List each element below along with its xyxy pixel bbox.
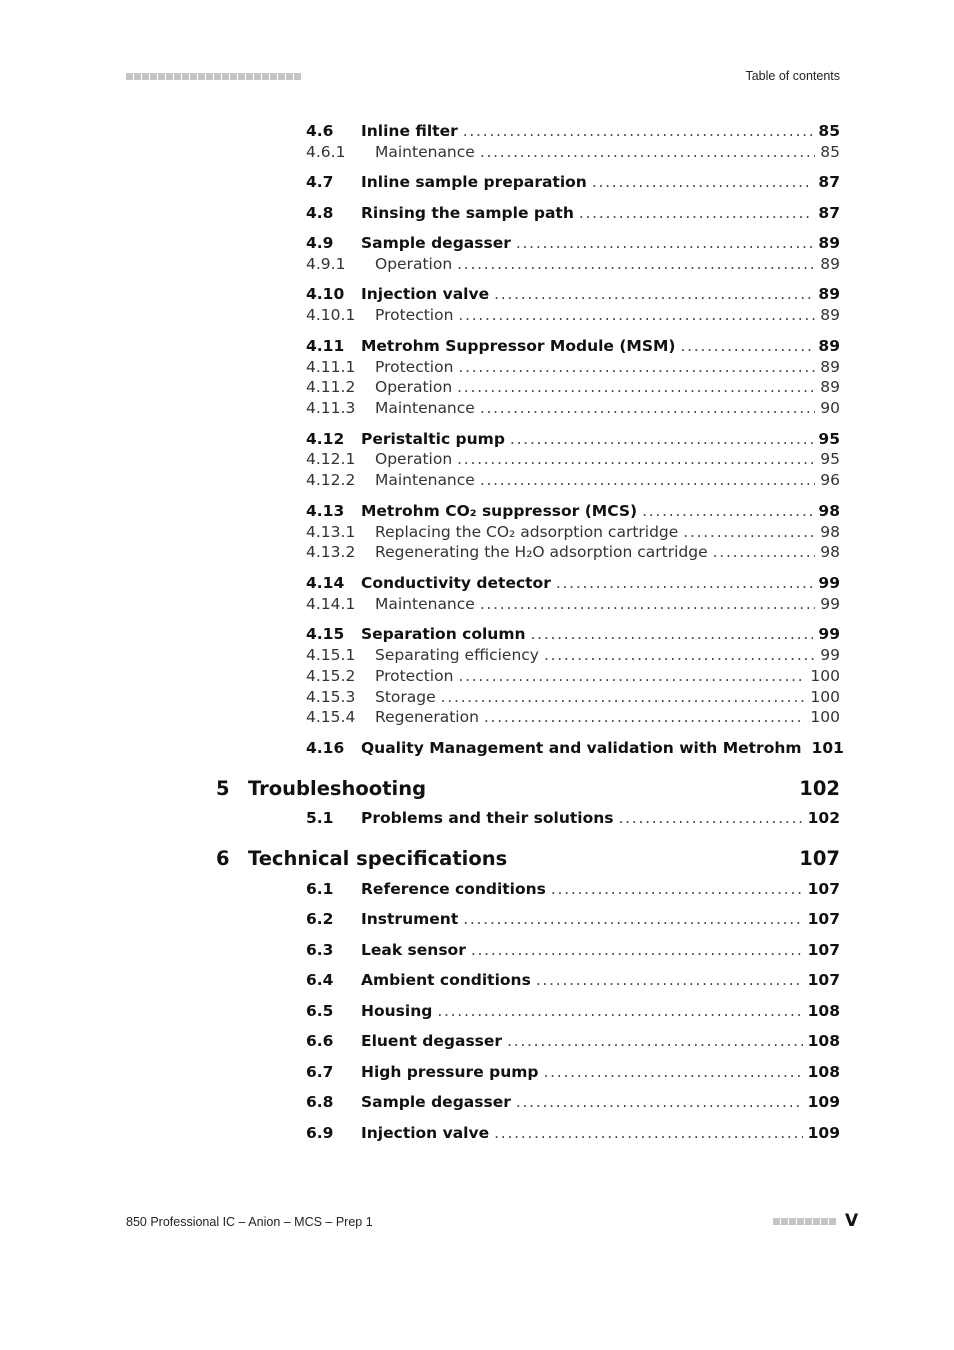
leader-dots (494, 285, 813, 303)
entry-page: 100 (810, 688, 840, 706)
entry-title: Operation (375, 450, 453, 468)
entry-page: 109 (807, 1093, 840, 1111)
entry-page: 107 (807, 971, 840, 989)
entry-title: Operation (375, 378, 453, 396)
entry-number: 4.11.1 (306, 358, 356, 376)
toc-subsection[interactable] (306, 646, 840, 666)
leader-dots (494, 1124, 803, 1142)
leader-dots (683, 523, 815, 541)
entry-number: 4.13.1 (306, 523, 356, 541)
toc-section[interactable] (306, 910, 840, 930)
decoration-square (126, 73, 133, 80)
leader-dots (480, 595, 815, 613)
entry-title: Maintenance (375, 471, 475, 489)
toc-subsection[interactable] (306, 688, 840, 708)
toc-subsection[interactable] (306, 667, 840, 687)
decoration-square (166, 73, 173, 80)
entry-page: 96 (820, 471, 840, 489)
entry-number: 4.15.4 (306, 708, 356, 726)
leader-dots (458, 667, 805, 685)
entry-number: 4.6 (306, 122, 334, 140)
entry-title: Protection (375, 358, 454, 376)
toc-section[interactable] (306, 880, 840, 900)
decoration-square (797, 1218, 804, 1225)
chapter-page: 107 (799, 847, 840, 870)
decoration-square (150, 73, 157, 80)
toc-subsection[interactable] (306, 450, 840, 470)
entry-title: Leak sensor (361, 941, 466, 959)
entry-title: Maintenance (375, 399, 475, 417)
leader-dots (458, 358, 815, 376)
entry-page: 107 (807, 910, 840, 928)
entry-number: 6.2 (306, 910, 334, 928)
entry-title: Metrohm Suppressor Module (MSM) (361, 337, 676, 355)
entry-number: 4.12.1 (306, 450, 356, 468)
entry-page: 95 (820, 450, 840, 468)
toc-section[interactable] (306, 574, 840, 594)
entry-number: 4.11.3 (306, 399, 356, 417)
leader-dots (457, 378, 815, 396)
decoration-square (262, 73, 269, 80)
entry-title: Regenerating the H₂O adsorption cartridge (375, 543, 708, 561)
page-number: V (845, 1211, 859, 1231)
toc-subsection[interactable] (306, 306, 840, 326)
entry-page: 98 (820, 523, 840, 541)
leader-dots (441, 688, 806, 706)
entry-page: 87 (818, 173, 840, 191)
leader-dots (437, 1002, 802, 1020)
entry-page: 99 (818, 625, 840, 643)
decoration-square (294, 73, 301, 80)
entry-number: 4.12.2 (306, 471, 356, 489)
entry-page: 95 (818, 430, 840, 448)
chapter-number: 5 (216, 777, 230, 800)
entry-number: 4.14.1 (306, 595, 356, 613)
entry-number: 6.4 (306, 971, 334, 989)
entry-number: 4.9.1 (306, 255, 346, 273)
leader-dots (480, 471, 815, 489)
toc-chapter[interactable] (216, 847, 840, 873)
entry-title: Ambient conditions (361, 971, 531, 989)
toc-subsection[interactable] (306, 143, 840, 163)
entry-page: 100 (810, 667, 840, 685)
entry-title: Metrohm CO₂ suppressor (MCS) (361, 502, 638, 520)
header-decoration (126, 73, 301, 80)
entry-title: Quality Management and validation with Metrohm (361, 739, 802, 757)
leader-dots (681, 337, 814, 355)
decoration-square (190, 73, 197, 80)
toc-chapter[interactable] (216, 777, 840, 803)
entry-title: Operation (375, 255, 453, 273)
leader-dots (480, 143, 815, 161)
decoration-square (182, 73, 189, 80)
decoration-square (206, 73, 213, 80)
leader-dots (536, 971, 803, 989)
entry-page: 109 (807, 1124, 840, 1142)
decoration-square (142, 73, 149, 80)
entry-page: 98 (818, 502, 840, 520)
toc-subsection[interactable] (306, 255, 840, 275)
toc-section[interactable] (306, 234, 840, 254)
entry-number: 6.1 (306, 880, 334, 898)
entry-page: 85 (818, 122, 840, 140)
toc-subsection[interactable] (306, 595, 840, 615)
entry-number: 4.14 (306, 574, 345, 592)
entry-number: 4.13.2 (306, 543, 356, 561)
toc-subsection[interactable] (306, 543, 840, 563)
entry-number: 6.8 (306, 1093, 334, 1111)
leader-dots (471, 941, 803, 959)
leader-dots (713, 543, 816, 561)
leader-dots (543, 1063, 802, 1081)
chapter-page: 102 (799, 777, 840, 800)
entry-number: 4.15.1 (306, 646, 356, 664)
entry-number: 4.7 (306, 173, 334, 191)
decoration-square (270, 73, 277, 80)
entry-page: 89 (820, 378, 840, 396)
entry-number: 4.16 (306, 739, 345, 757)
entry-page: 100 (810, 708, 840, 726)
entry-number: 4.13 (306, 502, 345, 520)
toc-section[interactable] (306, 971, 840, 991)
entry-title: Separation column (361, 625, 526, 643)
decoration-square (174, 73, 181, 80)
running-header-title: Table of contents (745, 69, 840, 83)
toc-section[interactable] (306, 1124, 840, 1144)
leader-dots (463, 910, 802, 928)
decoration-square (254, 73, 261, 80)
decoration-square (198, 73, 205, 80)
chapter-number: 6 (216, 847, 230, 870)
entry-title: Injection valve (361, 1124, 490, 1142)
toc-section[interactable] (306, 941, 840, 961)
decoration-square (134, 73, 141, 80)
leader-dots (484, 708, 806, 726)
footer-document-title: 850 Professional IC – Anion – MCS – Prep 1 (126, 1215, 373, 1229)
entry-title: Sample degasser (361, 234, 511, 252)
decoration-square (238, 73, 245, 80)
leader-dots (556, 574, 814, 592)
entry-number: 4.11 (306, 337, 345, 355)
entry-title: Instrument (361, 910, 459, 928)
toc-section[interactable] (306, 173, 840, 193)
entry-title: Maintenance (375, 595, 475, 613)
toc-section[interactable] (306, 1002, 840, 1022)
toc-section[interactable] (306, 625, 840, 645)
entry-title: Conductivity detector (361, 574, 551, 592)
entry-page: 85 (820, 143, 840, 161)
toc-section[interactable] (306, 1032, 840, 1052)
toc-section[interactable] (306, 337, 840, 357)
entry-number: 6.3 (306, 941, 334, 959)
toc-section[interactable] (306, 739, 844, 759)
entry-page: 99 (818, 574, 840, 592)
entry-number: 4.11.2 (306, 378, 356, 396)
entry-title: Regeneration (375, 708, 479, 726)
entry-title: Problems and their solutions (361, 809, 614, 827)
leader-dots (579, 204, 814, 222)
toc-subsection[interactable] (306, 523, 840, 543)
decoration-square (278, 73, 285, 80)
entry-title: Separating efficiency (375, 646, 539, 664)
leader-dots (516, 1093, 803, 1111)
toc-section[interactable] (306, 430, 840, 450)
entry-page: 89 (818, 285, 840, 303)
entry-number: 4.10.1 (306, 306, 356, 324)
leader-dots (510, 430, 814, 448)
entry-page: 101 (811, 739, 844, 757)
entry-page: 89 (820, 306, 840, 324)
entry-number: 4.15 (306, 625, 345, 643)
entry-title: Inline sample preparation (361, 173, 587, 191)
entry-title: Reference conditions (361, 880, 546, 898)
entry-page: 89 (820, 358, 840, 376)
leader-dots (457, 255, 815, 273)
entry-title: High pressure pump (361, 1063, 539, 1081)
entry-page: 98 (820, 543, 840, 561)
decoration-square (773, 1218, 780, 1225)
entry-title: Storage (375, 688, 436, 706)
toc-subsection[interactable] (306, 399, 840, 419)
leader-dots (516, 234, 814, 252)
toc-subsection[interactable] (306, 378, 840, 398)
footer-decoration (773, 1218, 836, 1225)
toc-subsection[interactable] (306, 471, 840, 491)
decoration-square (214, 73, 221, 80)
leader-dots (463, 122, 814, 140)
entry-number: 4.12 (306, 430, 345, 448)
toc-section[interactable] (306, 122, 840, 142)
leader-dots (531, 625, 814, 643)
leader-dots (642, 502, 813, 520)
entry-page: 99 (820, 646, 840, 664)
decoration-square (789, 1218, 796, 1225)
decoration-square (230, 73, 237, 80)
decoration-square (821, 1218, 828, 1225)
entry-title: Maintenance (375, 143, 475, 161)
entry-page: 107 (807, 941, 840, 959)
entry-title: Rinsing the sample path (361, 204, 574, 222)
entry-number: 4.9 (306, 234, 334, 252)
entry-page: 89 (820, 255, 840, 273)
decoration-square (781, 1218, 788, 1225)
toc-section[interactable] (306, 809, 840, 829)
toc-section[interactable] (306, 502, 840, 522)
entry-number: 6.9 (306, 1124, 334, 1142)
entry-title: Sample degasser (361, 1093, 511, 1111)
entry-title: Replacing the CO₂ adsorption cartridge (375, 523, 679, 541)
decoration-square (222, 73, 229, 80)
decoration-square (813, 1218, 820, 1225)
entry-number: 5.1 (306, 809, 334, 827)
chapter-title: Troubleshooting (248, 777, 427, 800)
toc-section[interactable] (306, 1093, 840, 1113)
entry-page: 99 (820, 595, 840, 613)
leader-dots (458, 306, 815, 324)
decoration-square (246, 73, 253, 80)
chapter-title: Technical specifications (248, 847, 508, 870)
toc-subsection[interactable] (306, 708, 840, 728)
entry-number: 4.10 (306, 285, 345, 303)
entry-number: 4.8 (306, 204, 334, 222)
entry-number: 6.7 (306, 1063, 334, 1081)
leader-dots (544, 646, 815, 664)
entry-title: Inline filter (361, 122, 458, 140)
toc-section[interactable] (306, 285, 840, 305)
entry-page: 107 (807, 880, 840, 898)
toc-section[interactable] (306, 204, 840, 224)
entry-page: 102 (807, 809, 840, 827)
leader-dots (457, 450, 815, 468)
entry-page: 90 (820, 399, 840, 417)
leader-dots (619, 809, 803, 827)
entry-page: 108 (807, 1063, 840, 1081)
entry-number: 6.5 (306, 1002, 334, 1020)
leader-dots (551, 880, 803, 898)
leader-dots (507, 1032, 803, 1050)
leader-dots (592, 173, 814, 191)
entry-page: 89 (818, 234, 840, 252)
entry-title: Peristaltic pump (361, 430, 505, 448)
entry-title: Protection (375, 667, 454, 685)
decoration-square (158, 73, 165, 80)
decoration-square (286, 73, 293, 80)
entry-title: Injection valve (361, 285, 490, 303)
entry-page: 89 (818, 337, 840, 355)
decoration-square (805, 1218, 812, 1225)
entry-page: 108 (807, 1032, 840, 1050)
toc-section[interactable] (306, 1063, 840, 1083)
entry-number: 4.15.3 (306, 688, 356, 706)
entry-number: 6.6 (306, 1032, 334, 1050)
decoration-square (829, 1218, 836, 1225)
entry-title: Housing (361, 1002, 433, 1020)
leader-dots (480, 399, 815, 417)
toc-subsection[interactable] (306, 358, 840, 378)
entry-number: 4.15.2 (306, 667, 356, 685)
entry-page: 87 (818, 204, 840, 222)
entry-title: Protection (375, 306, 454, 324)
entry-number: 4.6.1 (306, 143, 346, 161)
entry-page: 108 (807, 1002, 840, 1020)
entry-title: Eluent degasser (361, 1032, 503, 1050)
